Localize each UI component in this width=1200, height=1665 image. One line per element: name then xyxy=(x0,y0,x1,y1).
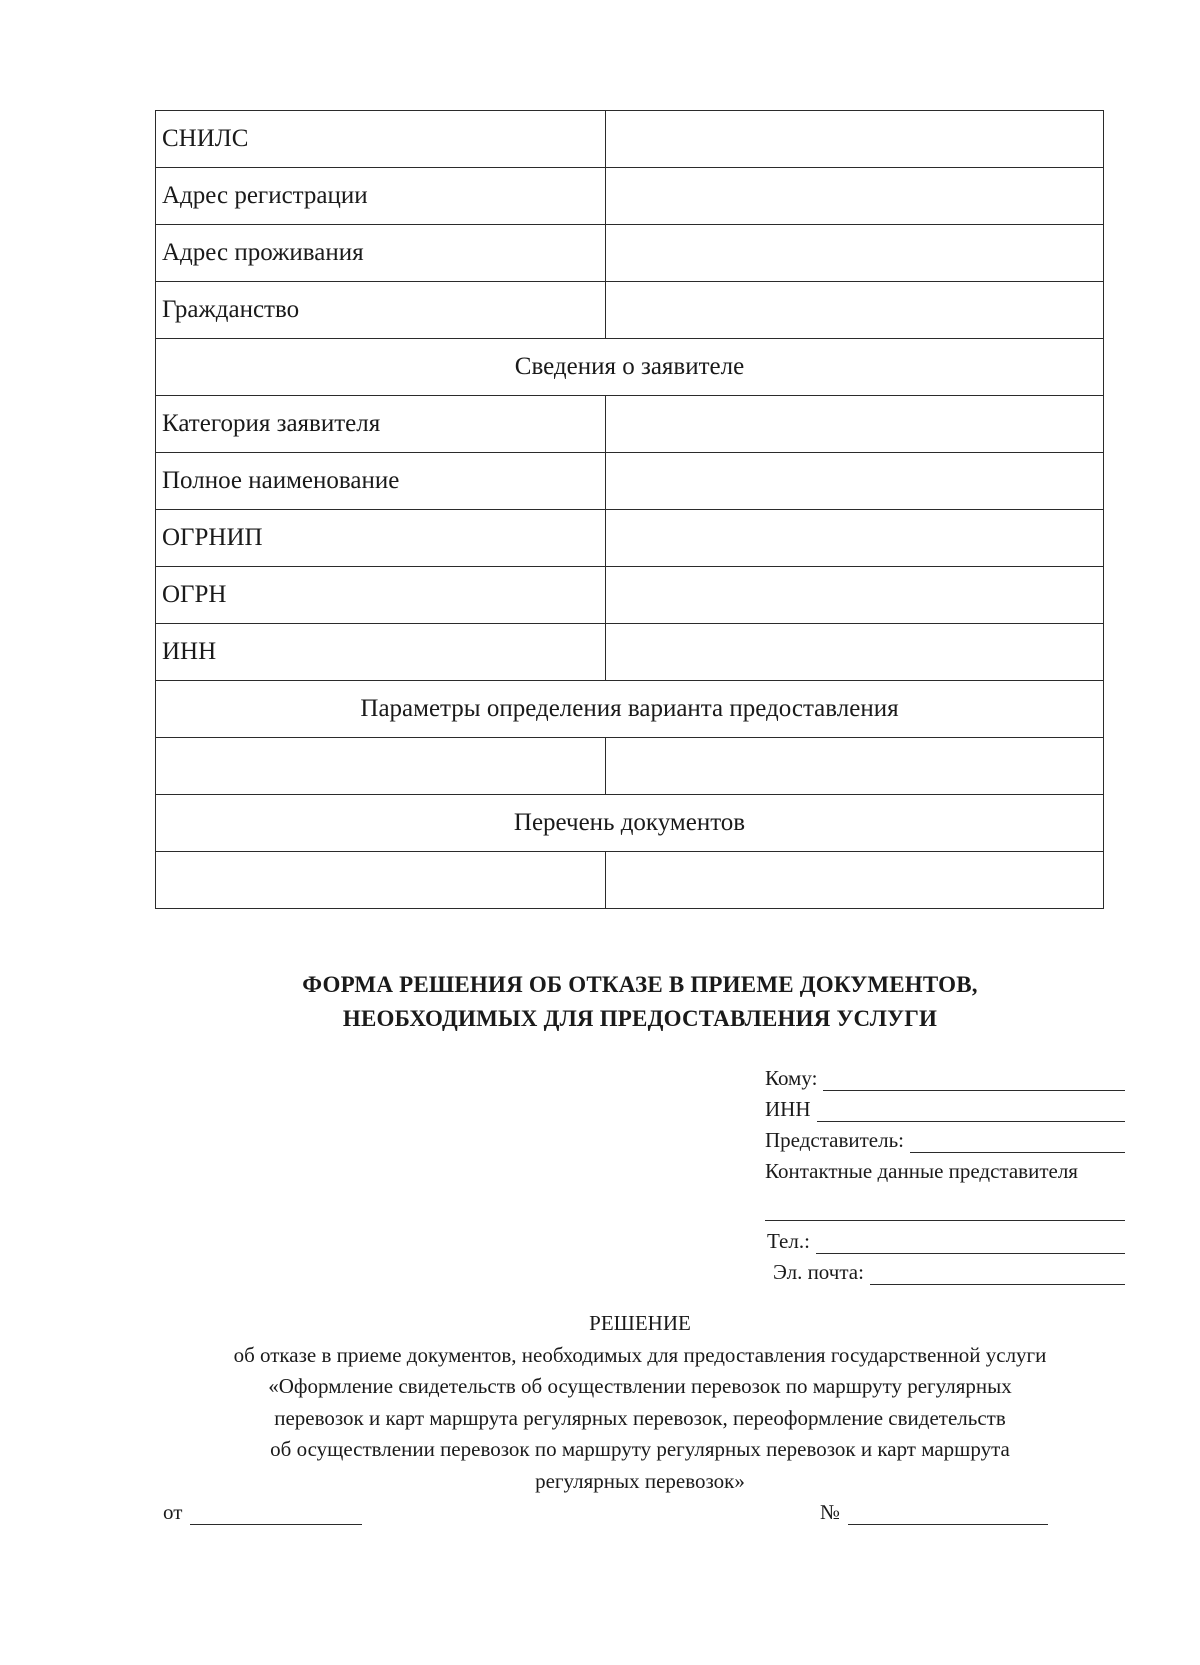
inn-value[interactable] xyxy=(606,624,1104,681)
reg-address-label: Адрес регистрации xyxy=(156,168,606,225)
live-address-value[interactable] xyxy=(606,225,1104,282)
ogrn-label: ОГРН xyxy=(156,567,606,624)
decision-date-label: от xyxy=(163,1500,183,1524)
docs-cell-right[interactable] xyxy=(606,852,1104,909)
ogrnip-value[interactable] xyxy=(606,510,1104,567)
section-title-applicant: Сведения о заявителе xyxy=(156,339,1104,396)
decision-number-label: № xyxy=(820,1500,841,1524)
reg-address-value[interactable] xyxy=(606,168,1104,225)
live-address-label: Адрес проживания xyxy=(156,225,606,282)
recipient-phone-line xyxy=(765,1223,1125,1254)
table-section-applicant xyxy=(156,339,1104,396)
citizenship-label: Гражданство xyxy=(156,282,606,339)
recipient-phone-label: Тел.: xyxy=(767,1229,810,1253)
decision-number-field[interactable] xyxy=(848,1504,1048,1525)
table-row-citizenship xyxy=(156,282,1104,339)
recipient-inn-field[interactable] xyxy=(817,1101,1126,1122)
params-cell-right[interactable] xyxy=(606,738,1104,795)
section-title-params: Параметры определения варианта предоставления xyxy=(156,681,1104,738)
table-section-params xyxy=(156,681,1104,738)
category-label: Категория заявителя xyxy=(156,396,606,453)
decision-date-field[interactable] xyxy=(190,1504,362,1525)
recipient-representative-field[interactable] xyxy=(910,1132,1125,1153)
recipient-representative-label: Представитель: xyxy=(765,1128,905,1152)
table-row-params-empty xyxy=(156,738,1104,795)
recipient-email-label: Эл. почта: xyxy=(773,1260,864,1284)
full-name-label: Полное наименование xyxy=(156,453,606,510)
recipient-representative-line xyxy=(765,1122,1125,1153)
recipient-inn-label: ИНН xyxy=(765,1097,811,1121)
recipient-phone-field[interactable] xyxy=(816,1233,1125,1254)
decision-date-line xyxy=(163,1500,362,1525)
decision-line-4: об осуществлении перевозок по маршруту регулярных перевозок и карт маршрута xyxy=(270,1437,1010,1461)
recipient-block xyxy=(765,1060,1125,1285)
table-row-category xyxy=(156,396,1104,453)
recipient-email-line xyxy=(765,1254,1125,1285)
table-row-inn xyxy=(156,624,1104,681)
decision-title: РЕШЕНИЕ xyxy=(589,1311,691,1335)
form-heading xyxy=(0,968,1200,1036)
full-name-value[interactable] xyxy=(606,453,1104,510)
decision-line-5: регулярных перевозок» xyxy=(535,1468,745,1493)
decision-line-2: «Оформление свидетельств об осуществлении перевозок по маршруту регулярных xyxy=(268,1374,1012,1398)
section-title-docs: Перечень документов xyxy=(156,795,1104,852)
table-row-full-name xyxy=(156,453,1104,510)
form-heading-line-1: ФОРМА РЕШЕНИЯ ОБ ОТКАЗЕ В ПРИЕМЕ ДОКУМЕНТОВ, xyxy=(302,972,978,997)
recipient-to-label: Кому: xyxy=(765,1066,818,1090)
category-value[interactable] xyxy=(606,396,1104,453)
table-section-docs xyxy=(156,795,1104,852)
table-row-ogrn xyxy=(156,567,1104,624)
decision-line-3: перевозок и карт маршрута регулярных перевозок, переоформление свидетельств xyxy=(274,1405,1006,1430)
recipient-contacts-field[interactable] xyxy=(765,1184,1125,1221)
form-heading-line-2: НЕОБХОДИМЫХ ДЛЯ ПРЕДОСТАВЛЕНИЯ УСЛУГИ xyxy=(342,1006,938,1031)
table-row-docs-empty xyxy=(156,852,1104,909)
decision-number-line xyxy=(820,1500,1048,1525)
recipient-to-line xyxy=(765,1060,1125,1091)
table-row-ogrnip xyxy=(156,510,1104,567)
table-row-snils xyxy=(156,111,1104,168)
inn-label: ИНН xyxy=(156,624,606,681)
table-row-live-address xyxy=(156,225,1104,282)
ogrn-value[interactable] xyxy=(606,567,1104,624)
recipient-email-field[interactable] xyxy=(870,1264,1125,1285)
recipient-inn-line xyxy=(765,1091,1125,1122)
citizenship-value[interactable] xyxy=(606,282,1104,339)
ogrnip-label: ОГРНИП xyxy=(156,510,606,567)
params-cell-left[interactable] xyxy=(156,738,606,795)
snils-label: СНИЛС xyxy=(156,111,606,168)
recipient-contacts-label: Контактные данные представителя xyxy=(765,1159,1078,1183)
snils-value[interactable] xyxy=(606,111,1104,168)
recipient-to-field[interactable] xyxy=(823,1070,1125,1091)
applicant-info-table xyxy=(155,110,1104,909)
table-row-reg-address xyxy=(156,168,1104,225)
decision-block xyxy=(0,1308,1200,1497)
decision-line-1: об отказе в приеме документов, необходимых для предоставления государственной услуги xyxy=(233,1342,1047,1367)
docs-cell-left[interactable] xyxy=(156,852,606,909)
